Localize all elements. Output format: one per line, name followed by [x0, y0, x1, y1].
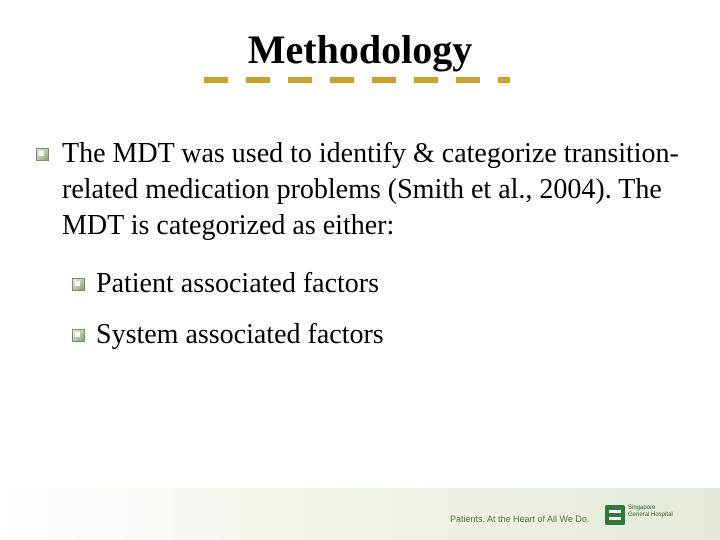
slide-title: Methodology — [247, 27, 473, 72]
footer-tagline: Patients. At the Heart of All We Do. — [450, 514, 590, 524]
sub-bullet-patient: Patient associated factors — [96, 268, 380, 299]
footer-logo-text — [628, 505, 688, 519]
title-underline-dashes — [204, 77, 510, 83]
square-bullet-icon — [72, 329, 85, 342]
sub-bullet-system: System associated factors — [96, 319, 384, 350]
square-bullet-icon — [36, 148, 49, 161]
square-bullet-icon — [72, 278, 85, 291]
logo-line-1: Singapore — [628, 505, 656, 511]
main-bullet-text: The MDT was used to identify & categorize transition-related medication problems (Smith et al., 2004). The MDT is categorized as either: — [62, 138, 679, 241]
logo-line-2: General Hospital — [628, 512, 673, 518]
sgh-logo-icon — [605, 505, 625, 525]
